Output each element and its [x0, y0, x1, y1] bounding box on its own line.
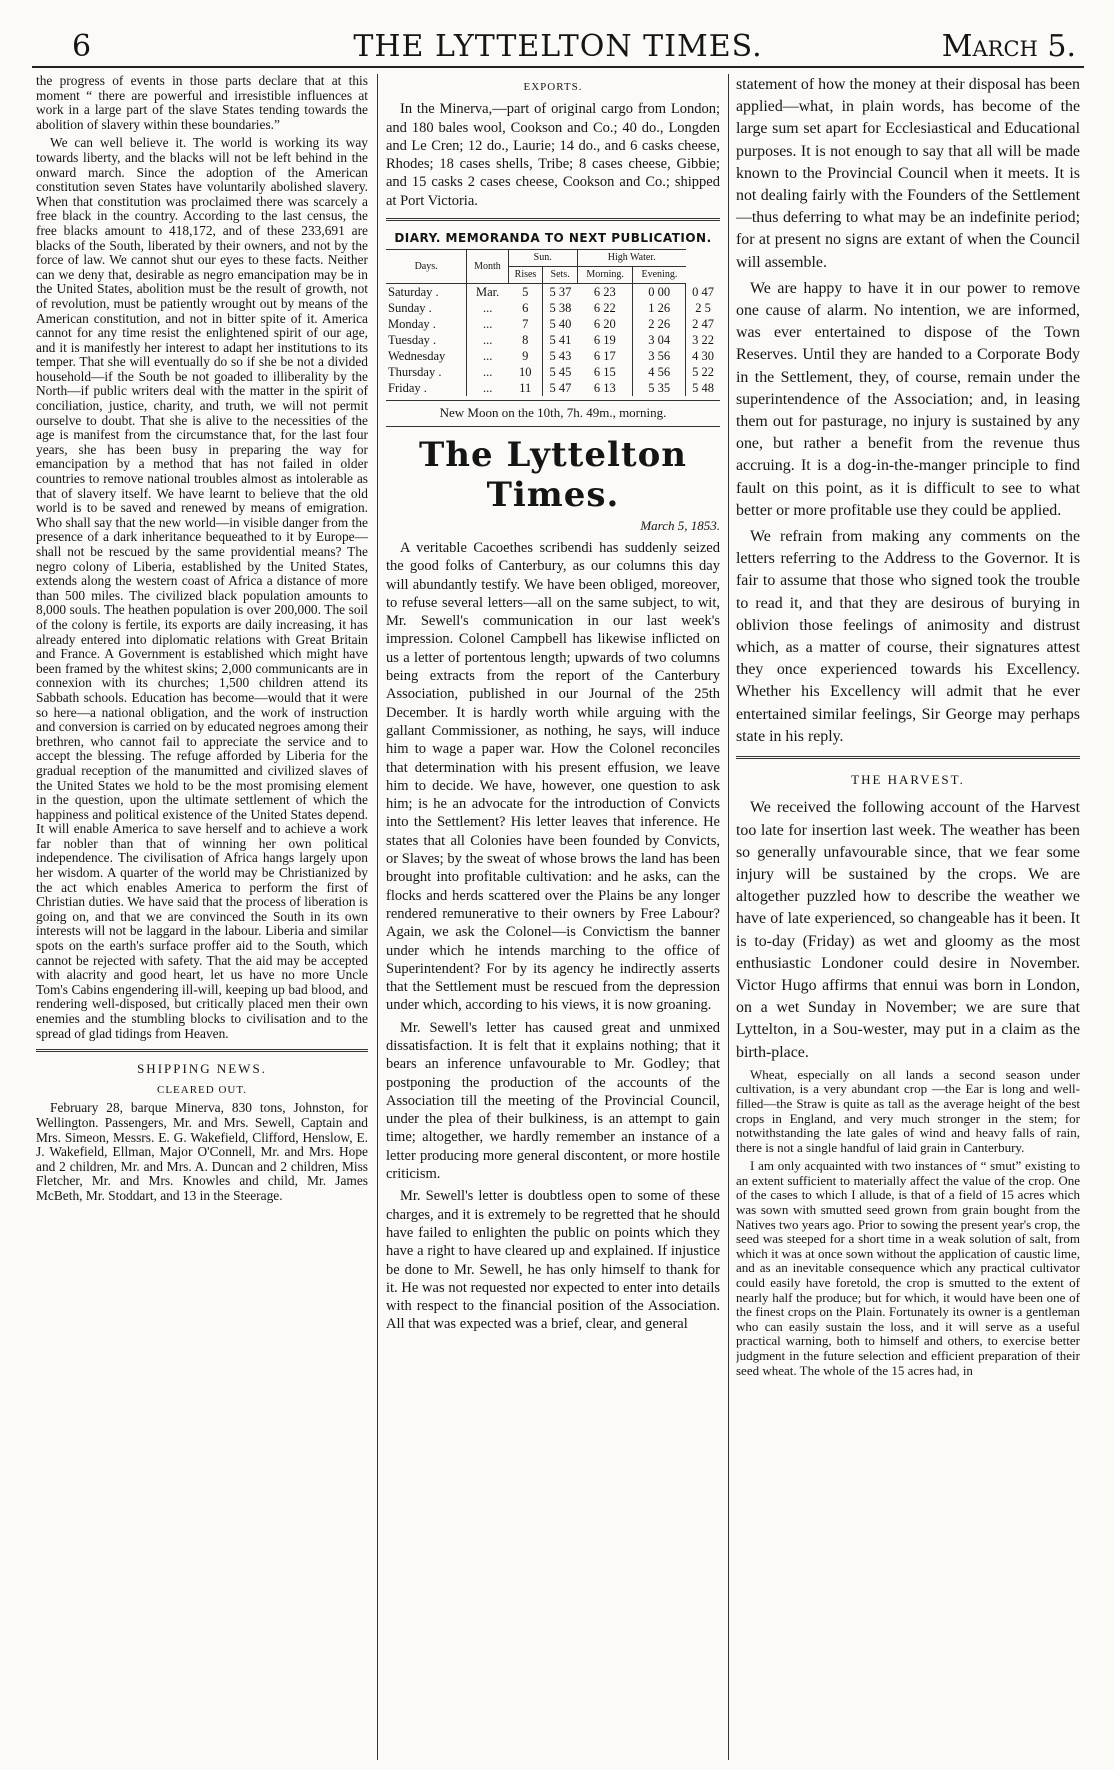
diary-row	[386, 380, 720, 396]
editorial-paragraph: A veritable Cacoethes scribendi has suddenly seized the good folks of Canterbury, as our columns this day will abundantly testify. We have been obliged, moreover, to refuse several letters—all on the same subject, to wit, Mr. Sewell's communication in our last week's impression. Colonel Campbell has likewise inflicted on us a letter of portentous length; upwards of two columns being extracts from the report of the Canterbury Association, published in our Journal of the 25th December. It is hardly worth while arguing with the gallant Commissioner, as nothing, he says, will induce him to wage a paper war. How the Colonel reconciles that determination with his present effusion, we leave him to decide. We have, however, one question to ask him; is he an advocate for the introduction of Convicts into the Settlement? His letter leaves that inference. He states that all Colonies have been founded by Convicts, or Slaves; by the sweat of whose brows the land has been brought into profitable cultivation: and he asks, can the flocks and herds scattered over the Plains be any longer rendered remunerative to their owners by Free Labour? Again, we ask the Colonel—is Convictism the banner under which he intends marching to the office of Superintendent? For by its agency he indirectly asserts that the Settlement must be rescued from the depression under which, according to his views, it is now groaning.	[386, 539, 720, 1014]
diary-cell-evening: 2 47	[686, 316, 721, 332]
sun-group-header: Sun.	[508, 250, 577, 267]
diary-cell-month: ...	[467, 300, 508, 316]
diary-cell-date: 8	[522, 333, 529, 348]
masthead	[32, 26, 1084, 68]
diary-cell-month: Mar.	[467, 284, 508, 301]
page-number: 6	[72, 29, 92, 64]
harvest-paragraph: I am only acquainted with two instances of “ smut” existing to an extent sufficient to materially affect the value of the crop. One of the cases to which I allude, is that of a field of 15 acres which was sown with smutted seed grown from grain bought from the Natives two years ago. Prior to sowing the present year's crop, the seed was steeped for a short time in a weak solution of salt, from which it was at once sown without the application of caustic lime, and as an inevitable consequence which any practical cultivator could easily have foretold, the crop is smutted to the extent of nearly half the produce; but for which, it would have been one of the finest crops on the Plain. Fortunately its owner is a gentleman who can easily sustain the loss, and it will serve as a useful practical warning, both to himself and others, to exercise better judgment in the future selection and efficient preparation of their seed wheat. The whole of the 15 acres had, in	[736, 1158, 1080, 1378]
diary-cell-rises: 5 43	[543, 348, 577, 364]
diary-cell-month: ...	[467, 364, 508, 380]
column-rule	[728, 74, 729, 1760]
paper-title: THE LYTTELTON TIMES.	[353, 29, 763, 64]
diary-cell-sets: 6 23	[593, 285, 616, 300]
editorial-paragraph: statement of how the money at their disposal has been applied—what, in plain words, has become of the large sum set apart for Ecclesiastical and Educational purposes. It is not enough to say that all will be made known to the Provincial Council when it meets. It is not dealing fairly with the Founders of the Settlement—thus deferring to what may be an indefinite period; for at present no signs are extant of when the Council will assemble.	[736, 76, 1080, 271]
editorial-date: March 5, 1853.	[640, 517, 720, 533]
diary-cell-date: 7	[522, 317, 529, 332]
diary-cell-morning: 4 56	[633, 364, 686, 380]
diary-cell-month: ...	[467, 380, 508, 396]
diary-cell-sets: 6 15	[593, 365, 616, 380]
column-1	[36, 74, 368, 1764]
moon-note: New Moon on the 10th, 7h. 49m., morning.	[386, 400, 720, 426]
diary-cell-date: 5	[522, 285, 529, 300]
diary-cell-date: 10	[518, 365, 532, 380]
diary-row	[386, 364, 720, 380]
diary-cell-evening: 4 30	[686, 348, 721, 364]
article-paragraph: the progress of events in those parts declare that at this moment “ there are powerful and irresistible influences at work in a large part of the slave States tending towards the abolition of slavery within these boundaries.”	[36, 74, 368, 132]
diary-cell-rises: 5 47	[543, 380, 577, 396]
article-paragraph: We can well believe it. The world is working its way towards liberty, and the blacks will not be left behind in the onward march. Since the adoption of the American constitution seven States have voluntarily abolished slavery. When that constitution was proclaimed there was scarcely a free black in the country. According to the last census, the free blacks amount to 418,172, and of these 233,691 are blacks of the South, liberated by their owners, and not by the force of law. We cannot shut our eyes to these facts. Neither can we deny that, desirable as negro emancipation may be in the United States, abolition must be the result of growth, not of revolution, must be patiently wrought out by means of the American constitution, and not in bitter spite of it. America cannot for any time resist the enlightened spirit of our age, and it is manifestly her interest to adapt her institutions to its temper. That she will eventually do so if she be not a divided household—if the South be not goaded to illiberality by the North—if public writers deal with the matter in the spirit of conciliation, justice, charity, and truth, we will not permit ourselve to doubt. That she is alive to the necessities of the age is manifest from the circumstance that, for the last four years, she has been busy in preparing the way for emancipation by a method that has not failed in older countries to remove national troubles almost as intolerable as that of slavery itself. We have learnt to believe that the old world is to be saved and renewed by means of emigration. Who shall say that the new world—in visible danger from the presence of a dark inheritance bequeathed to it by Europe—shall not be rescued by the same providential means? The negro colony of Liberia, established by the United States, extends along the western coast of Africa a distance of more than 500 miles. The civilized black population amounts to 8,000 souls. The heathen population is over 200,000. The soil of the colony is fertile, its exports are daily increasing, it has already entered into diplomatic relations with Great Britain and France. A Government is established which might have been framed by the whitest skins; 2,000 communicants are in connexion with its churches; 1,500 children attend its Sabbath schools. Education has become—would that it were so here—a national obligation, and the work of instruction and conversion is carried on by educated negroes among their brethren, who cannot fail to appreciate the service and to accept the blessing. The refuge afforded by Liberia for the gradual reception of the manumitted and civilized slaves of the United States we hold to be the most promising element in the question, upon the ultimate settlement of which the happiness and political existence of the United States depend. It will enable America to save herself and to achieve a work far nobler than that of winning her own political independence. The civilisation of Africa hangs largely upon her wisdom. A quarter of the world may be Christianized by the act which enables America to perform the first of Christian duties. We have said that the process of liberation is going on, and that we are convinced the South in its own interests will not be laggard in the labour. Liberia and similar spots on the earth's surface proffer aid to the South, which cannot be rejected with safety. That the aid may be accepted with alacrity and good heart, let us have no more Uncle Tom's Cabins engendering ill-will, keeping up bad blood, and rendering well-disposed, but critically placed men their own enemies and the stumbling blocks to civilisation and to the spread of glad tidings from Heaven.	[36, 135, 368, 1041]
diary-cell-evening: 5 48	[686, 380, 721, 396]
diary-cell-day: Friday .	[388, 381, 427, 396]
diary-cell-day: Monday .	[388, 317, 436, 332]
diary-cell-morning: 2 26	[633, 316, 686, 332]
diary-cell-day: Wednesday	[388, 349, 446, 364]
diary-cell-sets: 6 13	[593, 381, 616, 396]
diary-cell-date: 9	[522, 349, 529, 364]
diary-cell-day: Saturday .	[388, 285, 439, 300]
column-2	[386, 74, 720, 1764]
diary-cell-evening: 5 22	[686, 364, 721, 380]
harvest-paragraph: We received the following account of the Harvest too late for insertion last week. The weather has been so generally unfavourable since, that we fear some injury will be sustained by the crops. We are altogether puzzled how to describe the weather we have of late experienced, so changeable has it been. It is to-day (Friday) as wet and gloomy as the most enthusiastic Londoner could desire in November. Victor Hugo affirms that ennui was born in London, on a wet Sunday in November; we are sure that Lyttelton, in a Sou-wester, may put in a claim as the birth-place.	[736, 799, 1080, 1061]
exports-heading: EXPORTS.	[523, 81, 583, 93]
diary-cell-evening: 3 22	[686, 332, 721, 348]
water-group-header: High Water.	[577, 250, 685, 267]
diary-title: DIARY. MEMORANDA TO NEXT PUBLICATION.	[394, 231, 712, 246]
diary-table	[386, 249, 720, 396]
diary-cell-sets: 6 20	[593, 317, 616, 332]
col-sets-header: Sets.	[543, 267, 577, 284]
diary-cell-evening: 0 47	[686, 284, 721, 301]
column-rule	[377, 74, 378, 1760]
section-divider	[386, 218, 720, 221]
harvest-letter	[736, 1068, 1080, 1378]
col-days-header: Days.	[386, 250, 467, 284]
harvest-paragraph: Wheat, especially on all lands a second season under cultivation, is a very abundant crop —the Ear is long and well-filled—the Straw is quite as tall as the average height of the best crops in England, and very much stronger in the stem; for notwithstanding the late gales of wind and heavy falls of rain, there is not a single handful of laid grain in Canterbury.	[736, 1066, 1080, 1155]
diary-cell-day: Tuesday .	[388, 333, 437, 348]
diary-cell-morning: 3 56	[633, 348, 686, 364]
editorial-paragraph: Mr. Sewell's letter has caused great and unmixed dissatisfaction. It is felt that it explains nothing; that it bears an inference unfavourable to Mr. Godley; that postponing the production of the accounts of the Association till the meeting of the Provincial Council, under the plea of their bulkiness, is an attempt to gain time; altogether, we hardly remember an instance of a letter producing more general discontent, or more hostile criticism.	[386, 1019, 720, 1183]
editorial-paragraph: We are happy to have it in our power to remove one cause of alarm. No intention, we are informed, was ever entertained to dispose of the Town Reserves. Until they are handed to a Corporate Body in the Settlement, they, of course, remain under the superintendence of the Association; and, in leasing them out for pasturage, no injury is sustained by any one, but rather a benefit from the revenue thus accruing. It is a dog-in-the-manger principle to find fault on this point, as it is difficult to see to what better or more profitable use they could be applied.	[736, 279, 1080, 519]
diary-row	[386, 332, 720, 348]
col-evening-header: Evening.	[633, 267, 686, 284]
exports-text: In the Minerva,—part of original cargo from London; and 180 bales wool, Cookson and Co.; 40 do., Longden and Le Cren; 12 do., Laurie; 14 do., and 6 casks cheese, Rhodes; 18 cases shells, Tribe; 8 cases cheese, Gibbie; and 15 casks 2 cases cheese, Cookson and Co.; shipped at Port Victoria.	[386, 101, 720, 209]
diary-cell-month: ...	[467, 332, 508, 348]
section-divider	[36, 1049, 368, 1052]
diary-cell-day: Thursday .	[388, 365, 442, 380]
diary-cell-evening: 2 5	[686, 300, 721, 316]
cleared-out-heading: CLEARED OUT.	[156, 1083, 247, 1096]
diary-cell-morning: 5 35	[633, 380, 686, 396]
diary-cell-rises: 5 40	[543, 316, 577, 332]
col-rises-header: Rises	[508, 267, 543, 284]
diary-cell-rises: 5 41	[543, 332, 577, 348]
editorial-paragraph: Mr. Sewell's letter is doubtless open to some of these charges, and it is extremely to be regretted that he should have failed to enlighten the public on points which they have a right to have cleared up and explained. If injustice be done to Mr. Sewell, he has only himself to thank for it. He was not requested nor expected to enter into details with respect to the financial position of the Association. All that was expected was a brief, clear, and general	[386, 1188, 720, 1333]
diary-cell-rises: 5 38	[543, 300, 577, 316]
diary-cell-day: Sunday .	[388, 301, 432, 316]
cleared-out-text: February 28, barque Minerva, 830 tons, Johnston, for Wellington. Passengers, Mr. and Mrs. Sewell, Captain and Mrs. Simeon, Messrs. E. G. Wakefield, Clifford, Henslow, E. J. Wakefield, Ellman, Major O'Connell, Mr. and Mrs. Hope and 2 children, Mr. and Mrs. A. Duncan and 2 children, Miss Fletcher, Mr. and Mrs. Knowles and child, Mr. James McBeth, Mr. Stoddart, and 13 in the Steerage.	[36, 1100, 368, 1203]
diary-cell-morning: 3 04	[633, 332, 686, 348]
diary-cell-rises: 5 45	[543, 364, 577, 380]
diary-cell-month: ...	[467, 348, 508, 364]
diary-cell-sets: 6 22	[593, 301, 616, 316]
diary-cell-date: 6	[522, 301, 529, 316]
diary-row	[386, 284, 720, 301]
editorial-paragraph: We refrain from making any comments on the letters referring to the Address to the Governor. It is fair to assume that those who signed took the trouble to read it, and that they are desirous of burying in oblivion those feelings of animosity and distrust which, as a matter of course, their signatures attest they once experienced towards his Excellency. Whether his Excellency will admit that he ever entertained similar feelings, Sir George may perhaps state in his reply.	[736, 528, 1080, 745]
diary-cell-rises: 5 37	[543, 284, 577, 301]
diary-cell-date: 11	[519, 381, 532, 396]
diary-cell-sets: 6 19	[593, 333, 616, 348]
section-divider	[736, 756, 1080, 759]
diary-row	[386, 348, 720, 364]
shipping-news-heading: SHIPPING NEWS.	[137, 1061, 267, 1077]
column-3	[736, 74, 1080, 1764]
diary-cell-morning: 0 00	[633, 284, 686, 301]
diary-row	[386, 316, 720, 332]
editorial-title: The Lyttelton Times.	[419, 434, 687, 515]
diary-row	[386, 300, 720, 316]
col-morning-header: Morning.	[577, 267, 633, 284]
issue-date: March 5.	[941, 29, 1076, 64]
col-month-header: Month	[467, 250, 508, 284]
diary-cell-morning: 1 26	[633, 300, 686, 316]
diary-cell-sets: 6 17	[593, 349, 616, 364]
harvest-heading: THE HARVEST.	[851, 772, 965, 788]
diary-cell-month: ...	[467, 316, 508, 332]
